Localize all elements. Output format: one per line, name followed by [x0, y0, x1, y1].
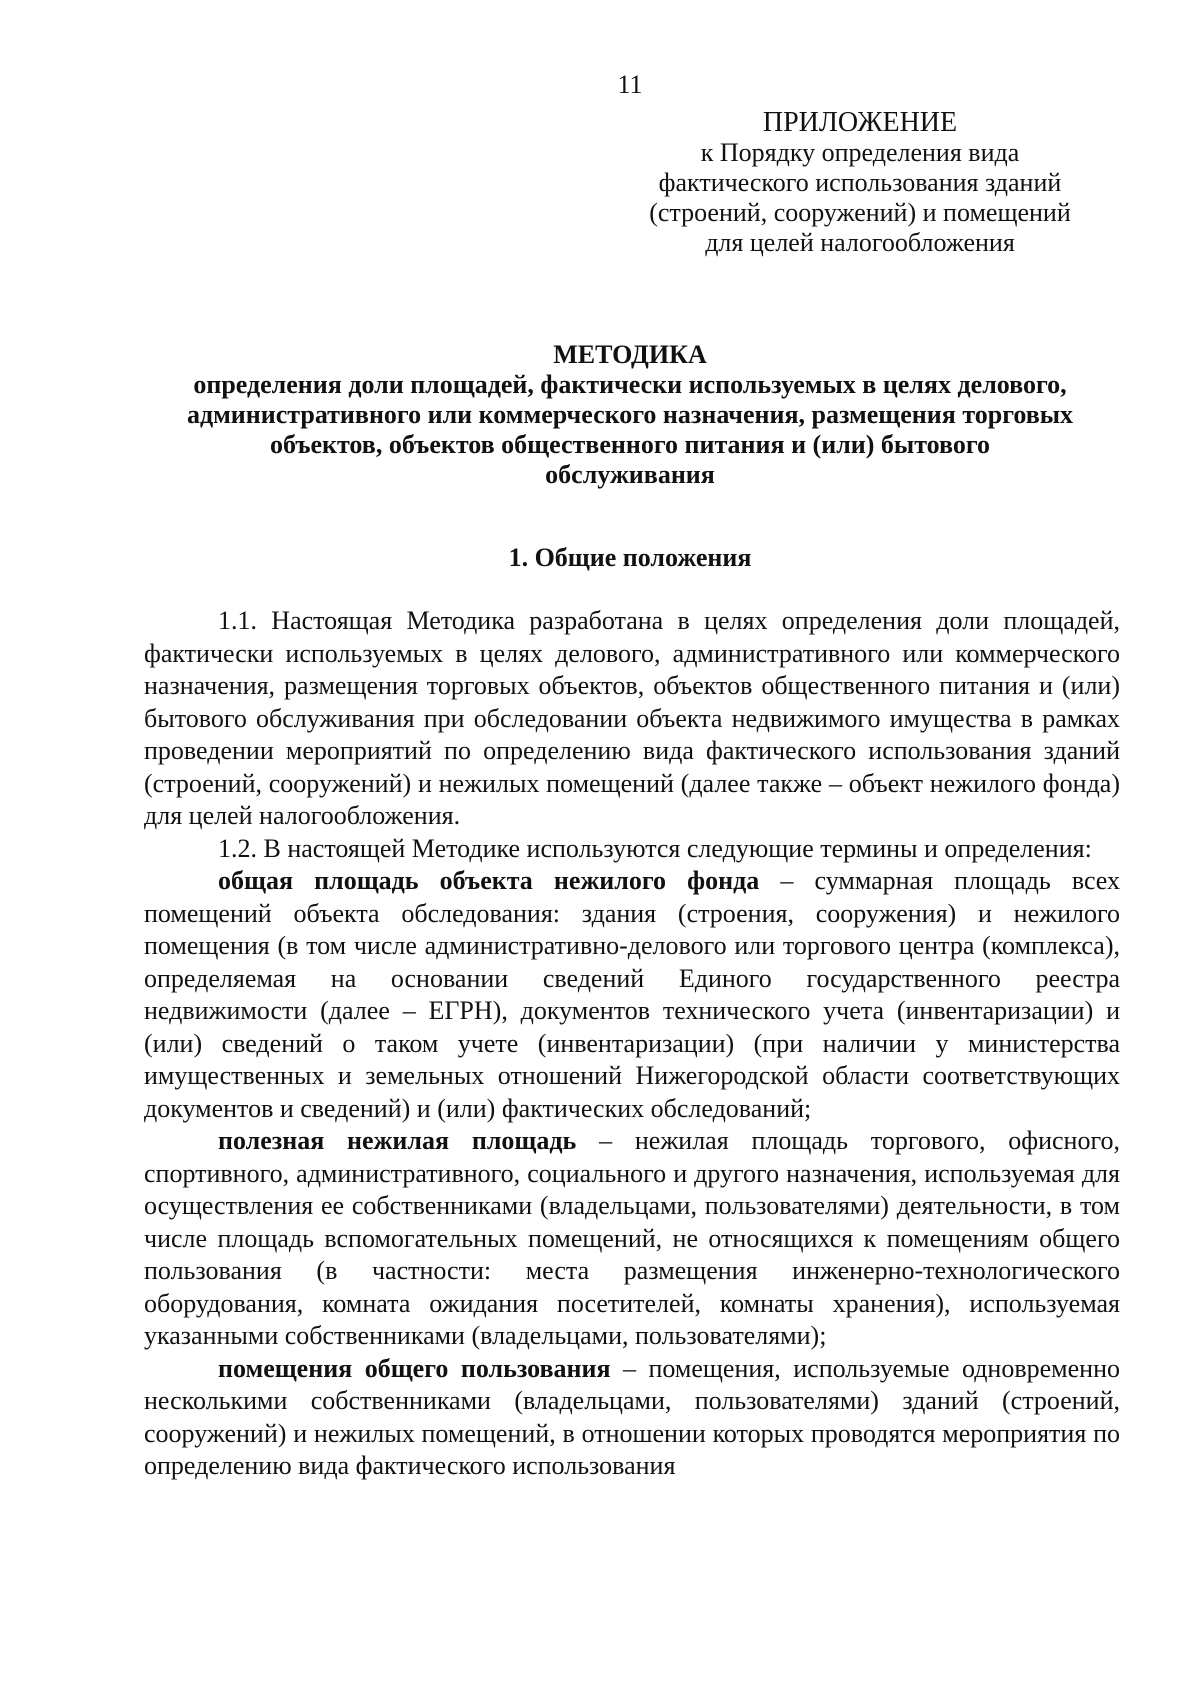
definition-common-premises: [144, 1353, 1120, 1483]
page-number: 11: [617, 70, 643, 99]
document-body: [144, 605, 1120, 1483]
annex-line: к Порядку определения вида: [700, 138, 1020, 167]
title-subtitle-line: объектов, объектов общественного питания и (или) бытового: [269, 430, 991, 459]
definition-useful-area: [144, 1125, 1120, 1353]
paragraph-1-1: 1.1. Настоящая Методика разработана в целях определения доли площадей, фактически используемых в целях делового, административного или коммерческого назначения, размещения торговых объектов, объектов общественного питания и (или) бытового обслуживания при обследовании объекта недвижимого имущества в рамках проведении мероприятий по определению вида фактического использования зданий (строений, сооружений) и нежилых помещений (далее также – объект нежилого фонда) для целей налогообложения.: [144, 606, 1120, 830]
document-title: [140, 340, 1120, 490]
annex-line: (строений, сооружений) и помещений: [649, 198, 1071, 227]
definition-term: общая площадь объекта нежилого фонда: [218, 866, 760, 895]
definition-text: – суммарная площадь всех помещений объекта обследования: здания (строения, сооружения) и нежилого помещения (в том числе административно-делового или торгового центра (комплекса), определяемая на основании сведений Единого государственного реестра недвижимости (далее – ЕГРН), документов технического учета (инвентаризации) и (или) сведений о таком учете (инвентаризации) (при наличии у министерства имущественных и земельных отношений Нижегородской области соответствующих документов и сведений) и (или) фактических обследований;: [144, 866, 1120, 1123]
title-subtitle-line: административного или коммерческого назначения, размещения торговых: [186, 400, 1074, 429]
annex-line: для целей налогообложения: [705, 228, 1015, 257]
section-heading: 1. Общие положения: [508, 543, 752, 572]
annex-block: [600, 108, 1120, 258]
definition-text: – помещения, используемые одновременно несколькими собственниками (владельцами, пользователями) зданий (строений, сооружений) и нежилых помещений, в отношении которых проводятся мероприятия по определению вида фактического использования: [144, 1353, 1120, 1480]
paragraph-1-2: 1.2. В настоящей Методике используются следующие термины и определения:: [218, 833, 1092, 863]
title-subtitle-line: определения доли площадей, фактически используемых в целях делового,: [193, 370, 1067, 399]
annex-line: фактического использования зданий: [658, 168, 1062, 197]
definition-term: помещения общего пользования: [218, 1353, 611, 1383]
definition-text: – нежилая площадь торгового, офисного, спортивного, административного, социального и другого назначения, используемая для осуществления ее собственниками (владельцами, пользователями) деятельности, в том числе площадь вспомогательных помещений, не относящихся к помещениям общего пользования (в частности: места размещения инженерно-технологического оборудования, комната ожидания посетителей, комнаты хранения), используемая указанными собственниками (владельцами, пользователями);: [144, 1126, 1120, 1350]
title-subtitle-line: обслуживания: [545, 460, 715, 489]
definition-total-area: [144, 865, 1120, 1125]
definition-term: полезная нежилая площадь: [218, 1126, 577, 1155]
annex-title: ПРИЛОЖЕНИЕ: [762, 107, 958, 138]
title-heading: МЕТОДИКА: [553, 340, 707, 369]
